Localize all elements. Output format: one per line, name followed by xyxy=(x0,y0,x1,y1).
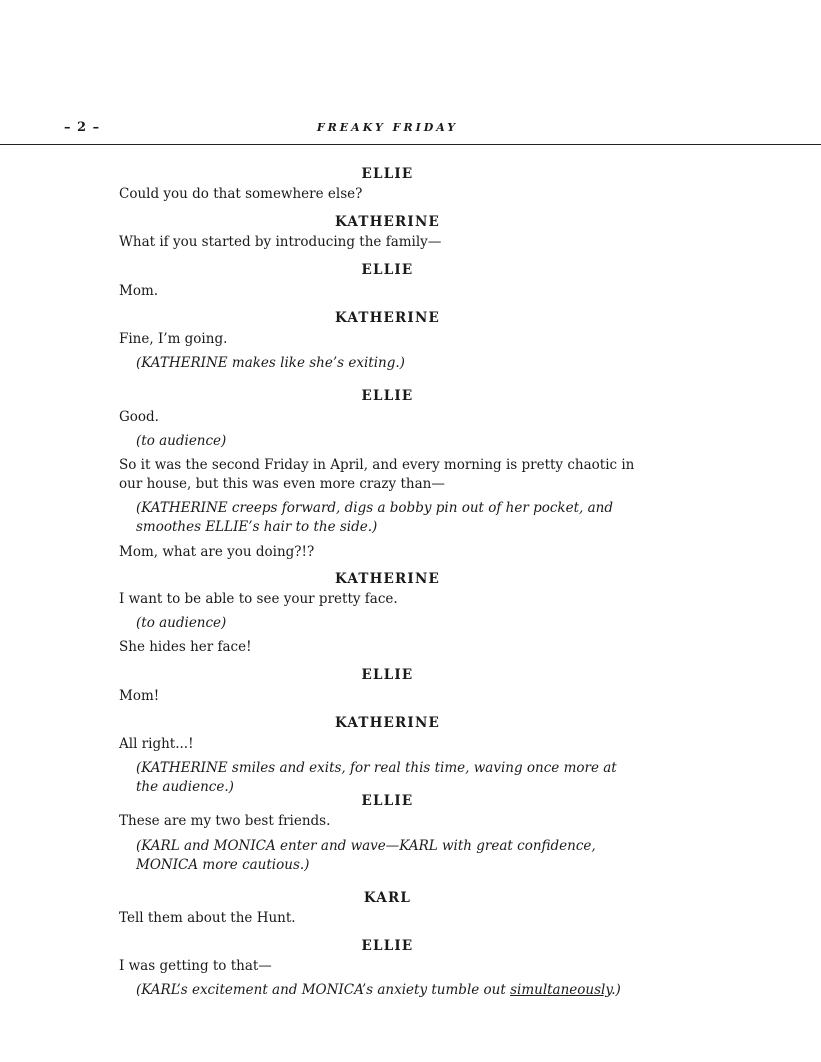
character-name: KATHERINE xyxy=(335,214,440,230)
stage-direction: (KARL and MONICA enter and wave—KARL with great confidence, MONICA more cautious.) xyxy=(136,838,596,873)
dialogue-line: Mom! xyxy=(119,688,160,704)
dialogue-line: Mom, what are you doing?!? xyxy=(119,544,315,560)
character-name: ELLIE xyxy=(361,938,414,954)
character-name: KARL xyxy=(363,890,412,906)
dialogue-line: I want to be able to see your pretty face. xyxy=(119,591,398,607)
dialogue-line: All right...! xyxy=(119,736,194,752)
dialogue-line: Could you do that somewhere else? xyxy=(119,186,363,202)
stage-direction xyxy=(136,981,642,1000)
character-name: KATHERINE xyxy=(335,310,440,326)
dialogue-line: Fine, I’m going. xyxy=(119,331,228,347)
character-name: ELLIE xyxy=(361,793,414,809)
page-number: – 2 – xyxy=(64,120,101,135)
dialogue-line: These are my two best friends. xyxy=(119,813,331,829)
dialogue-line: What if you started by introducing the family— xyxy=(119,234,442,250)
stage-direction: (KATHERINE smiles and exits, for real this time, waving once more at the audience.) xyxy=(136,760,617,795)
show-title: FREAKY FRIDAY xyxy=(316,121,459,134)
dialogue-line: Good. xyxy=(119,409,159,425)
dialogue-line: Mom. xyxy=(119,283,159,299)
dialogue-line: She hides her face! xyxy=(119,639,252,655)
dialogue-line: I was getting to that— xyxy=(119,958,272,974)
direction-text: (KARL’s excitement and MONICA’s anxiety tumble out xyxy=(136,982,511,998)
underlined-word: simultaneously xyxy=(510,982,612,998)
character-name: ELLIE xyxy=(361,667,414,683)
dialogue-line: So it was the second Friday in April, and every morning is pretty chaotic in our house, but this was even more crazy than— xyxy=(119,457,635,492)
character-name: ELLIE xyxy=(361,262,414,278)
character-name: ELLIE xyxy=(361,388,414,404)
character-name: KATHERINE xyxy=(335,571,440,587)
stage-direction: (to audience) xyxy=(136,615,227,631)
stage-direction: (KATHERINE makes like she’s exiting.) xyxy=(136,355,405,371)
stage-direction: (to audience) xyxy=(136,433,227,449)
character-name: KATHERINE xyxy=(335,715,440,731)
direction-text-end: .) xyxy=(611,982,621,998)
character-name: ELLIE xyxy=(361,166,414,182)
stage-direction: (KATHERINE creeps forward, digs a bobby pin out of her pocket, and smoothes ELLIE’s hair to the side.) xyxy=(136,500,613,535)
dialogue-line: Tell them about the Hunt. xyxy=(119,910,296,926)
